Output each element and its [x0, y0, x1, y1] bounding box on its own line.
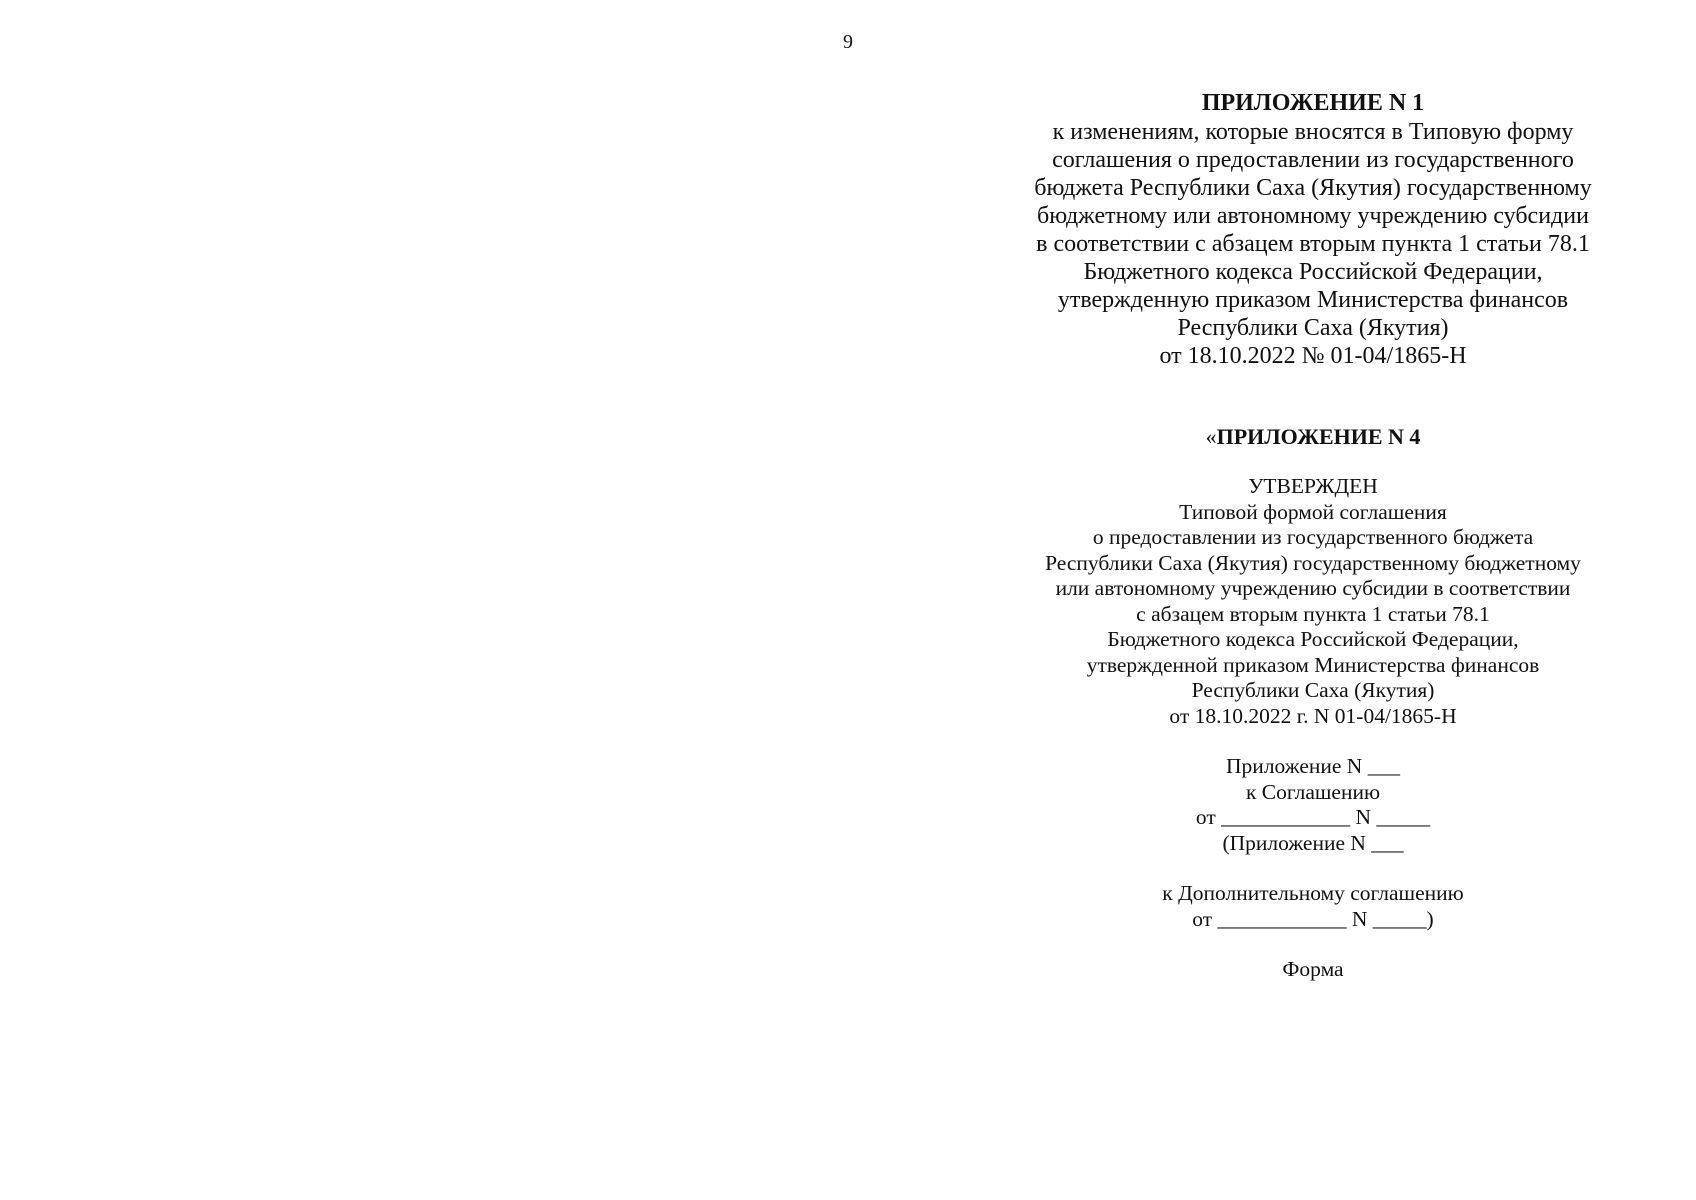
spacer: [1000, 932, 1626, 957]
appendix-1-block: [1000, 88, 1626, 370]
appendix-1-line: бюджета Республики Саха (Якутия) государственному: [1034, 175, 1592, 201]
appendix-1-line: утвержденную приказом Министерства финансов: [1057, 287, 1569, 313]
appendix-1-line: соглашения о предоставлении из государственного: [1052, 147, 1574, 173]
appendix-4-heading-text: ПРИЛОЖЕНИЕ N 4: [1216, 424, 1421, 449]
approved-label: УТВЕРЖДЕН: [1248, 474, 1378, 498]
appendix-4-block: [1000, 424, 1626, 983]
approved-line: с абзацем вторым пункта 1 статьи 78.1: [1136, 601, 1490, 626]
additional-agreement-line: к Дополнительному соглашению: [1162, 881, 1464, 905]
approved-line: Республики Саха (Якутия) государственному бюджетному: [1045, 550, 1581, 575]
agreement-appendix-line: Приложение N ___: [1226, 754, 1400, 778]
page-number: 9: [843, 31, 853, 53]
agreement-ref-line: к Соглашению: [1245, 779, 1381, 804]
approved-line: Бюджетного кодекса Российской Федерации,: [1107, 627, 1519, 651]
spacer: [1000, 729, 1626, 754]
appendix-1-line: Бюджетного кодекса Российской Федерации,: [1083, 259, 1543, 285]
approved-line: Республики Саха (Якутия): [1191, 678, 1435, 702]
additional-agreement-date-line: от ____________ N _____): [1192, 906, 1434, 931]
form-label: Форма: [1282, 957, 1344, 981]
spacer: [1000, 856, 1626, 881]
appendix-1-line: Республики Саха (Якутия): [1177, 315, 1449, 341]
opening-quote-mark: «: [1205, 424, 1217, 449]
approved-line: о предоставлении из государственного бюджета: [1092, 525, 1534, 549]
appendix-1-line: в соответствии с абзацем вторым пункта 1 статьи 78.1: [1036, 231, 1590, 257]
approved-date-line: от 18.10.2022 г. N 01-04/1865-Н: [1169, 703, 1457, 728]
appendix-1-line: к изменениям, которые вносятся в Типовую форму: [1052, 119, 1574, 145]
appendix-1-heading: ПРИЛОЖЕНИЕ N 1: [1201, 90, 1425, 116]
appendix-4-heading: [1000, 424, 1626, 450]
appendix-1-line: бюджетному или автономному учреждению субсидии: [1037, 203, 1589, 229]
appendix-1-date-line: от 18.10.2022 № 01-04/1865-Н: [1159, 343, 1467, 369]
agreement-date-line: от ____________ N _____: [1195, 805, 1431, 829]
approved-line: Типовой формой соглашения: [1179, 499, 1447, 524]
approved-line: утвержденной приказом Министерства финансов: [1086, 652, 1540, 677]
approved-line: или автономному учреждению субсидии в соответствии: [1055, 576, 1571, 600]
additional-appendix-line: (Приложение N ___: [1222, 830, 1404, 855]
